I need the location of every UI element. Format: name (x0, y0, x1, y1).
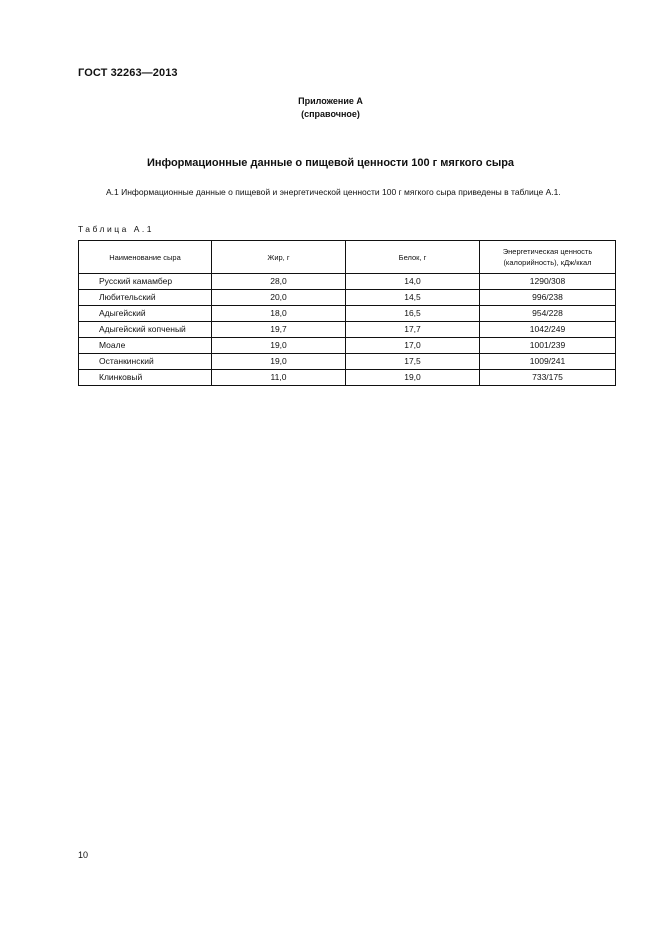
cell-energy: 954/228 (480, 306, 616, 322)
cell-energy: 1290/308 (480, 274, 616, 290)
cell-protein: 17,5 (346, 354, 480, 370)
cell-energy: 996/238 (480, 290, 616, 306)
table-row (79, 306, 616, 322)
cell-energy: 1009/241 (480, 354, 616, 370)
cell-name: Останкинский (79, 354, 212, 370)
appendix-title: Приложение А (298, 96, 363, 106)
cell-protein: 17,7 (346, 322, 480, 338)
header-cheese-name: Наименование сыра (79, 241, 212, 274)
cell-name: Русский камамбер (79, 274, 212, 290)
table-header-row (79, 241, 616, 274)
table-row (79, 274, 616, 290)
cell-name: Адыгейский (79, 306, 212, 322)
header-fat: Жир, г (212, 241, 346, 274)
header-protein: Белок, г (346, 241, 480, 274)
table-row (79, 354, 616, 370)
cell-name: Моале (79, 338, 212, 354)
cell-protein: 14,0 (346, 274, 480, 290)
table-caption: Таблица А.1 (78, 224, 154, 234)
table-row (79, 290, 616, 306)
section-paragraph: А.1 Информационные данные о пищевой и энергетической ценности 100 г мягкого сыра приведены в таблице А.1. (106, 187, 561, 197)
cell-fat: 19,0 (212, 338, 346, 354)
cell-fat: 20,0 (212, 290, 346, 306)
cell-fat: 19,0 (212, 354, 346, 370)
section-title: Информационные данные о пищевой ценности 100 г мягкого сыра (146, 157, 515, 169)
nutrition-table (78, 240, 616, 386)
cell-energy: 1042/249 (480, 322, 616, 338)
table-row (79, 338, 616, 354)
cell-name: Клинковый (79, 370, 212, 386)
cell-protein: 19,0 (346, 370, 480, 386)
appendix-heading (0, 95, 661, 121)
header-energy: Энергетическая ценность (калорийность), кДж/ккал (480, 241, 616, 274)
standard-number: ГОСТ 32263—2013 (78, 67, 178, 79)
cell-energy: 733/175 (480, 370, 616, 386)
cell-fat: 28,0 (212, 274, 346, 290)
table-row (79, 370, 616, 386)
cell-name: Любительский (79, 290, 212, 306)
appendix-type: (справочное) (301, 109, 360, 119)
cell-protein: 14,5 (346, 290, 480, 306)
cell-protein: 16,5 (346, 306, 480, 322)
cell-name: Адыгейский копченый (79, 322, 212, 338)
table-row (79, 322, 616, 338)
cell-fat: 18,0 (212, 306, 346, 322)
cell-fat: 11,0 (212, 370, 346, 386)
cell-energy: 1001/239 (480, 338, 616, 354)
cell-protein: 17,0 (346, 338, 480, 354)
page-number: 10 (78, 850, 89, 860)
cell-fat: 19,7 (212, 322, 346, 338)
